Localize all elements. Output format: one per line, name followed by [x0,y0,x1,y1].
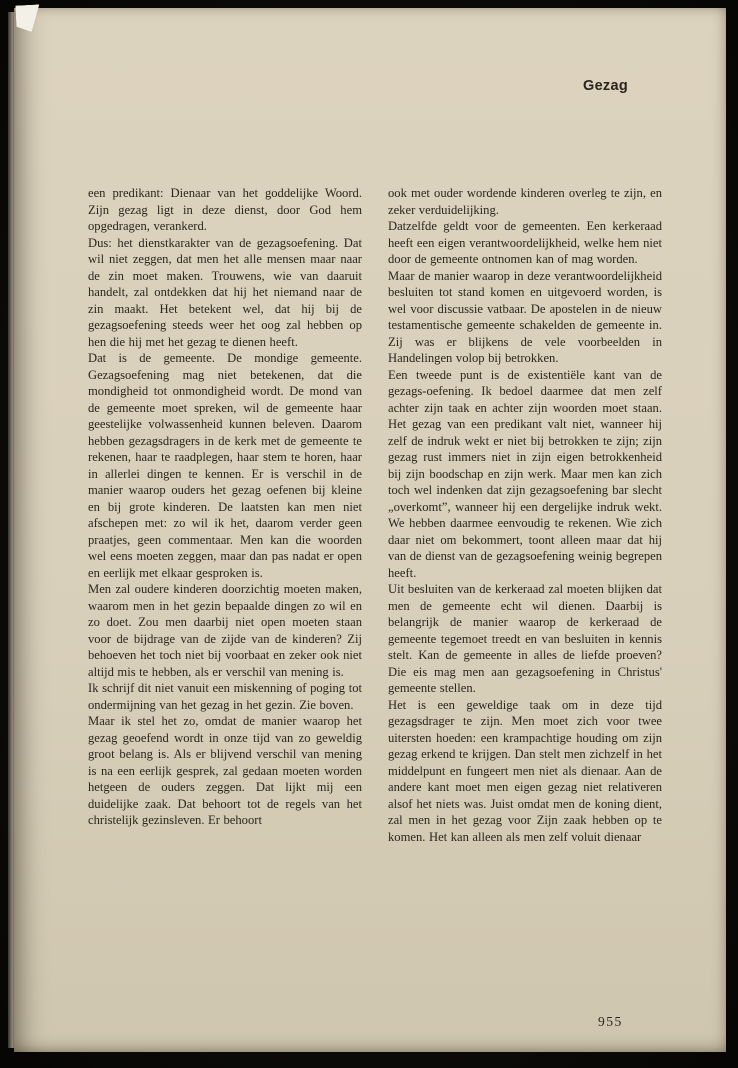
paragraph: een predikant: Dienaar van het goddelijke Woord. Zijn gezag ligt in deze dienst, door God hem opgedragen, verankerd. [88,186,362,233]
paragraph: Het is een geweldige taak om in deze tijd gezagsdrager te zijn. Men moet zich voor twee uitersten hoeden: een krampachtige houding om zijn gezag erkend te krijgen. Dan stelt men zichzelf in het middelpunt en fungeert men niet als dienaar. Aan de andere kant moet men eigen gezag niet relativeren alsof het niets was. Juist omdat men de koning dient, zal men in het gezag voor Zijn zaak hebben op te komen. Het kan alleen als men zelf voluit dienaar [388,697,662,844]
page-number: 955 [598,1014,623,1029]
paragraph: Men zal oudere kinderen doorzichtig moeten maken, waarom men in het gezin bepaalde dingen zo wil en zo doet. Zou men daarbij niet open moeten staan voor de bijdrage van de zijde van de kinderen? Zij behoeven het toch niet bij voorbaat en zeker ook niet altijd mis te hebben, als er verschil van mening is. [88,582,362,679]
text-columns [88,185,662,845]
paragraph: Datzelfde geldt voor de gemeenten. Een kerkeraad heeft een eigen verantwoordelijkheid, welke hem niet door de gemeente ontnomen kan of mag worden. [388,219,662,266]
paragraph: Ik schrijf dit niet vanuit een miskenning of poging tot ondermijning van het gezag in het gezin. Zie boven. [88,681,362,712]
paragraph: ook met ouder wordende kinderen overleg te zijn, en zeker verduidelijking. [388,186,662,217]
paragraph: Maar ik stel het zo, omdat de manier waarop het gezag geoefend wordt in onze tijd van zo geweldig groot belang is. Als er blijvend verschil van mening is na een eerlijk gesprek, zal gedaan moeten worden hetgeen de ouders zeggen. Dat lijkt mij een duidelijke zaak. Dat behoort tot de regels van het christelijk gezinsleven. Er behoort [88,714,362,827]
left-column [88,185,362,845]
book-page [14,8,726,1052]
paragraph: Uit besluiten van de kerkeraad zal moeten blijken dat men de gemeente echt wil dienen. Daarbij is belangrijk de manier waarop de kerkeraad de gemeente tegemoet treedt en van besluiten in kennis stelt. Kan de gemeente in alles de liefde proeven? Die eis mag men aan gezagsoefening in Christus' gemeente stellen. [388,582,662,695]
running-header: Gezag [582,78,628,94]
paragraph: Een tweede punt is de existentiële kant van de gezags-oefening. Ik bedoel daarmee dat men zelf achter zijn taak en achter zijn woorden moet staan. Het gezag van een predikant valt niet, wanneer hij zelf de indruk wekt er niet bij betrokken te zijn; zijn gezag rust immers niet in zijn eigen betrokkenheid bij zijn boodschap en zijn werk. Maar men kan zich toch wel indenken dat zijn gezagsoefening bar slecht „overkomt”, wanneer hij een dergelijke indruk wekt. We hebben daarmee eenvoudig te rekenen. Wie zich daar niet om bekommert, toont alleen maar dat hij van de dienst van de gezagsoefening weinig begrepen heeft. [388,367,662,580]
paragraph: Dus: het dienstkarakter van de gezagsoefening. Dat wil niet zeggen, dat men het alle mensen maar naar de zin moet maken. Trouwens, wie van daaruit handelt, zal ontdekken dat hij het niemand naar de zin maakt. Het betekent wel, dat hij bij de gezagsoefening steeds weer het oog zal hebben op hen die hij met het gezag te dienen heeft. [88,235,362,349]
paragraph: Maar de manier waarop in deze verantwoordelijkheid besluiten tot stand komen en uitgevoerd worden, is wel voor discussie vatbaar. De apostelen in de nieuw testamentische gemeente schakelden de gemeente in. Zij was er blijkens de vele voorbeelden in Handelingen volop bij betrokken. [388,268,662,365]
paragraph: Dat is de gemeente. De mondige gemeente. Gezagsoefening mag niet betekenen, dat die mondigheid tot onmondigheid wordt. De mond van de gemeente moet spreken, wil de gemeente haar geestelijke volwassenheid kunnen beleven. Daarom hebben gezagsdragers in de kerk met de gemeente te rekenen, haar te raadplegen, haar stem te horen, haar in allerlei dingen te kennen. Er is verschil in de manier waarop ouders het gezag oefenen bij kleine en bij grote kinderen. De laatsten kan men niet afschepen met: zo wil ik het, daarom verder geen praatjes, geen commentaar. Men kan die woorden wel eens moeten zeggen, maar dan pas nadat er open en eerlijk met elkaar gesproken is. [88,351,362,580]
right-column [388,185,662,845]
